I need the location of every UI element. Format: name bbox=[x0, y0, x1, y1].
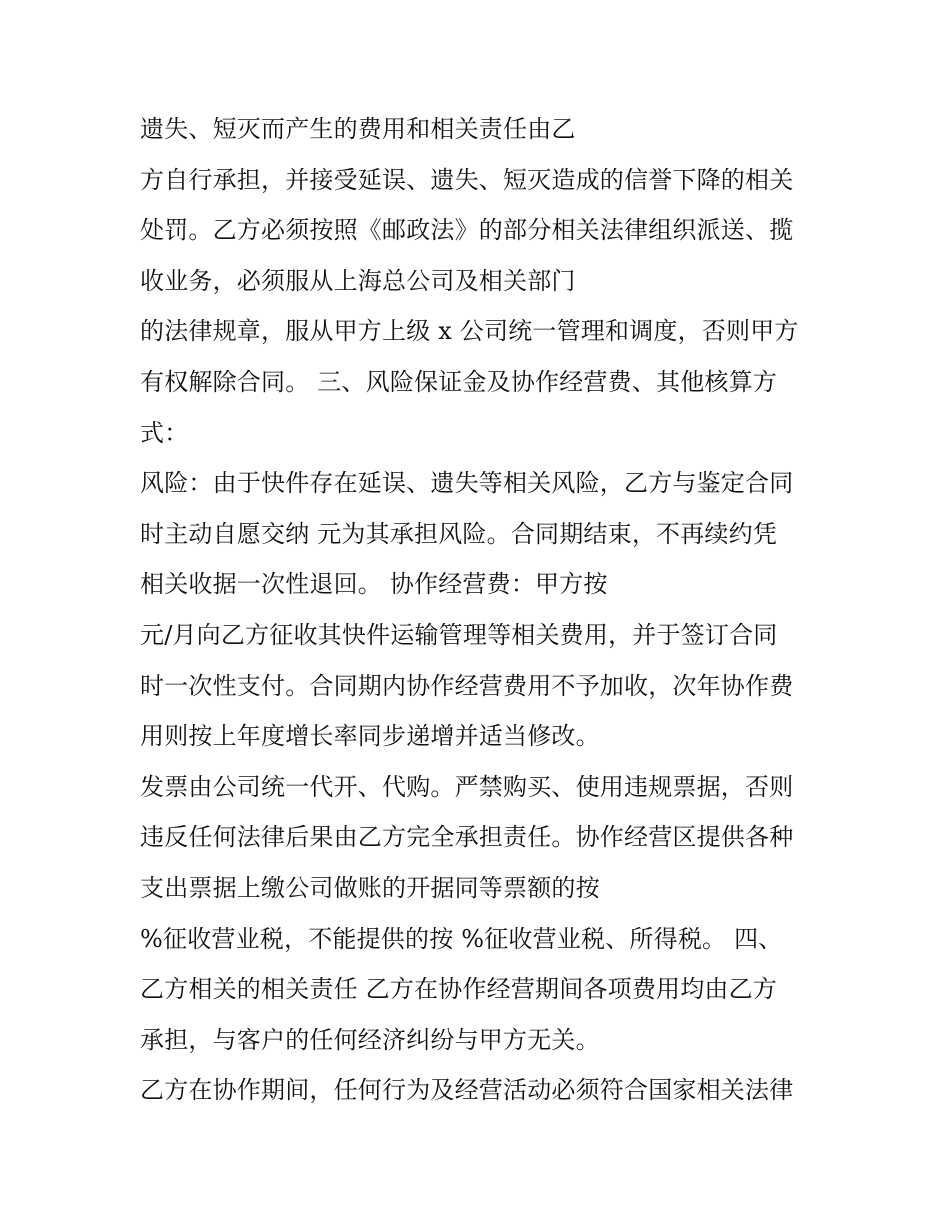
body-line-20: 乙方在协作期间，任何行为及经营活动必须符合国家相关法律 bbox=[140, 1076, 794, 1105]
document-body bbox=[140, 104, 830, 1116]
body-line-17: %征收营业税，不能提供的按 %征收营业税、所得税。 四、 bbox=[140, 924, 783, 953]
body-line-15: 违反任何法律后果由乙方完全承担责任。协作经营区提供各种 bbox=[140, 823, 794, 852]
body-line-14: 发票由公司统一代开、代购。严禁购买、使用违规票据，否则 bbox=[140, 772, 794, 801]
body-line-7: 式： bbox=[140, 418, 189, 447]
body-line-6: 有权解除合同。 三、风险保证金及协作经营费、其他核算方 bbox=[140, 367, 778, 396]
body-line-12: 时一次性支付。合同期内协作经营费用不予加收，次年协作费 bbox=[140, 671, 794, 700]
body-line-2: 方自行承担，并接受延误、遗失、短灭造成的信誉下降的相关 bbox=[140, 165, 794, 194]
body-line-1: 遗失、短灭而产生的费用和相关责任由乙 bbox=[140, 115, 576, 143]
body-line-16: 支出票据上缴公司做账的开据同等票额的按 bbox=[140, 873, 600, 902]
body-line-3: 处罚。乙方必须按照《邮政法》的部分相关法律组织派送、揽 bbox=[140, 216, 794, 245]
body-line-10: 相关收据一次性退回。 协作经营费：甲方按 bbox=[140, 570, 608, 599]
body-line-13: 用则按上年度增长率同步递增并适当修改。 bbox=[140, 722, 600, 751]
body-line-4: 收业务，必须服从上海总公司及相关部门 bbox=[140, 266, 576, 295]
body-line-18: 乙方相关的相关责任 乙方在协作经营期间各项费用均由乙方 bbox=[140, 975, 778, 1004]
body-line-19: 承担，与客户的任何经济纠纷与甲方无关。 bbox=[140, 1025, 600, 1054]
body-line-8: 风险：由于快件存在延误、遗失等相关风险，乙方与鉴定合同 bbox=[140, 469, 794, 498]
body-line-11: 元/月向乙方征收其快件运输管理等相关费用，并于签订合同 bbox=[140, 620, 778, 649]
body-line-9: 时主动自愿交纳 元为其承担风险。合同期结束，不再续约凭 bbox=[140, 519, 778, 548]
body-line-5: 的法律规章，服从甲方上级 x 公司统一管理和调度，否则甲方 bbox=[140, 317, 799, 346]
